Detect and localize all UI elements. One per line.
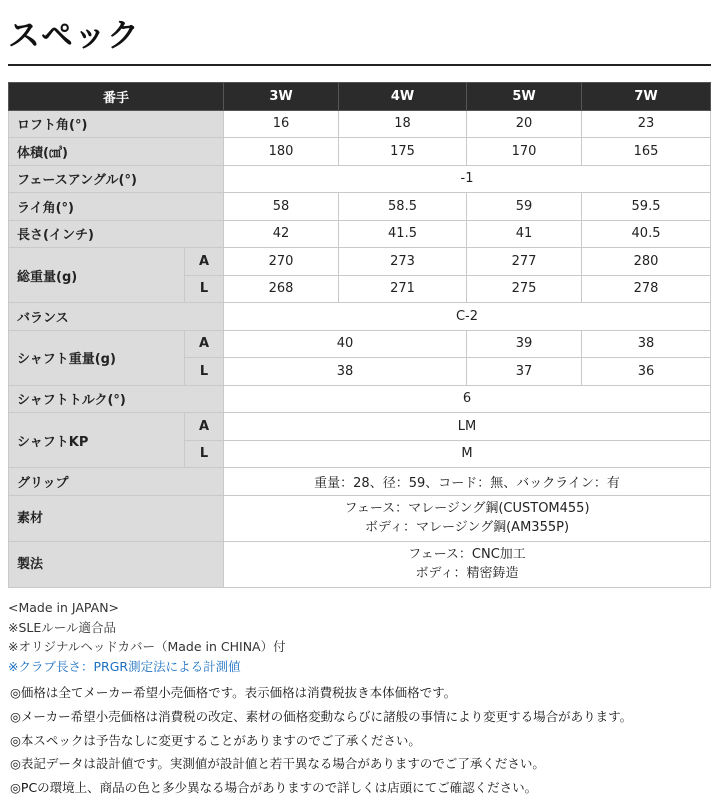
note-club-length-link[interactable]: ※クラブ長さ：PRGR測定法による計測値 bbox=[8, 658, 241, 674]
note-headcover: ※オリジナルヘッドカバー（Made in CHINA）付 bbox=[8, 639, 286, 654]
note-sle: ※SLEルール適合品 bbox=[8, 619, 117, 635]
table-cell: 41.5 bbox=[339, 220, 467, 248]
table-cell: 6 bbox=[224, 385, 711, 413]
row-lie bbox=[9, 193, 711, 221]
table-cell: 271 bbox=[339, 275, 467, 303]
manufacturing-body: ボディ：精密鋳造 bbox=[415, 566, 519, 581]
table-cell: 41 bbox=[467, 220, 582, 248]
table-cell: 40 bbox=[224, 330, 467, 358]
table-cell: 18 bbox=[339, 110, 467, 138]
table-cell: 268 bbox=[224, 275, 339, 303]
disclaimer-item: ◎本スペックは予告なしに変更することがありますのでご了承ください。 bbox=[10, 732, 421, 748]
row-balance bbox=[9, 303, 711, 331]
table-cell: 175 bbox=[339, 138, 467, 166]
table-cell: LM bbox=[224, 413, 711, 441]
material-face: フェース：マレージング鋼(CUSTOM455) bbox=[344, 501, 590, 516]
row-shaft-weight-a bbox=[9, 330, 711, 358]
table-cell: 58.5 bbox=[339, 193, 467, 221]
sub-label: L bbox=[185, 440, 224, 468]
table-cell bbox=[224, 495, 711, 541]
table-cell: 273 bbox=[339, 248, 467, 276]
row-label: グリップ bbox=[9, 468, 224, 496]
row-label: シャフトトルク(°) bbox=[9, 385, 224, 413]
table-cell: 20 bbox=[467, 110, 582, 138]
sub-label: A bbox=[185, 413, 224, 441]
row-label: フェースアングル(°) bbox=[9, 165, 224, 193]
table-cell: 重量：28、径：59、コード：無、バックライン：有 bbox=[224, 468, 711, 496]
spec-header-row bbox=[9, 83, 711, 111]
row-label: ライ角(°) bbox=[9, 193, 224, 221]
table-cell: 170 bbox=[467, 138, 582, 166]
table-cell: 39 bbox=[467, 330, 582, 358]
row-shaft-torque bbox=[9, 385, 711, 413]
sub-label: L bbox=[185, 275, 224, 303]
row-face-angle bbox=[9, 165, 711, 193]
table-cell: 58 bbox=[224, 193, 339, 221]
row-label: 体積(㎤) bbox=[9, 138, 224, 166]
header-col-4w: 4W bbox=[339, 83, 467, 111]
disclaimer-item: ◎表記データは設計値です。実測値が設計値と若干異なる場合がありますのでご了承ください。 bbox=[10, 756, 545, 772]
table-cell: 40.5 bbox=[582, 220, 711, 248]
header-col-5w: 5W bbox=[467, 83, 582, 111]
header-col-7w: 7W bbox=[582, 83, 711, 111]
table-cell: 275 bbox=[467, 275, 582, 303]
table-cell: -1 bbox=[224, 165, 711, 193]
row-label: バランス bbox=[9, 303, 224, 331]
row-label: シャフト重量(g) bbox=[9, 330, 185, 385]
disclaimer-list bbox=[10, 681, 632, 800]
row-loft bbox=[9, 110, 711, 138]
row-label: ロフト角(°) bbox=[9, 110, 224, 138]
table-cell: 59 bbox=[467, 193, 582, 221]
page-title: スペック bbox=[8, 16, 141, 54]
table-cell: M bbox=[224, 440, 711, 468]
table-cell bbox=[224, 541, 711, 587]
table-cell: 278 bbox=[582, 275, 711, 303]
table-cell: 16 bbox=[224, 110, 339, 138]
row-label: シャフトKP bbox=[9, 413, 185, 468]
table-cell: 280 bbox=[582, 248, 711, 276]
spec-table bbox=[8, 82, 711, 588]
row-total-weight-a bbox=[9, 248, 711, 276]
sub-label: A bbox=[185, 330, 224, 358]
table-cell: 42 bbox=[224, 220, 339, 248]
row-label: 総重量(g) bbox=[9, 248, 185, 303]
title-divider bbox=[8, 64, 711, 66]
material-body: ボディ：マレージング鋼(AM355P) bbox=[365, 520, 570, 535]
manufacturing-face: フェース：CNC加工 bbox=[408, 547, 526, 562]
row-shaft-kp-a bbox=[9, 413, 711, 441]
row-manufacturing bbox=[9, 541, 711, 587]
sub-label: L bbox=[185, 358, 224, 386]
table-cell: 180 bbox=[224, 138, 339, 166]
table-cell: 23 bbox=[582, 110, 711, 138]
note-origin: <Made in JAPAN> bbox=[8, 600, 120, 615]
row-label: 長さ(インチ) bbox=[9, 220, 224, 248]
header-col-3w: 3W bbox=[224, 83, 339, 111]
disclaimer-item: ◎PCの環境上、商品の色と多少異なる場合がありますので詳しくは店頭にてご確認ください。 bbox=[10, 780, 538, 796]
table-cell: 59.5 bbox=[582, 193, 711, 221]
disclaimer-item: ◎価格は全てメーカー希望小売価格です。表示価格は消費税抜き本体価格です。 bbox=[10, 685, 457, 700]
table-cell: 270 bbox=[224, 248, 339, 276]
row-label: 製法 bbox=[9, 541, 224, 587]
table-cell: 165 bbox=[582, 138, 711, 166]
table-cell: 36 bbox=[582, 358, 711, 386]
table-cell: C-2 bbox=[224, 303, 711, 331]
row-volume bbox=[9, 138, 711, 166]
row-length bbox=[9, 220, 711, 248]
table-cell: 37 bbox=[467, 358, 582, 386]
header-label: 番手 bbox=[9, 83, 224, 111]
sub-label: A bbox=[185, 248, 224, 276]
row-grip bbox=[9, 468, 711, 496]
table-cell: 38 bbox=[582, 330, 711, 358]
table-cell: 277 bbox=[467, 248, 582, 276]
row-material bbox=[9, 495, 711, 541]
row-label: 素材 bbox=[9, 495, 224, 541]
table-cell: 38 bbox=[224, 358, 467, 386]
disclaimer-item: ◎メーカー希望小売価格は消費税の改定、素材の価格変動ならびに諸般の事情により変更する場合があります。 bbox=[10, 708, 633, 724]
notes bbox=[8, 598, 286, 676]
